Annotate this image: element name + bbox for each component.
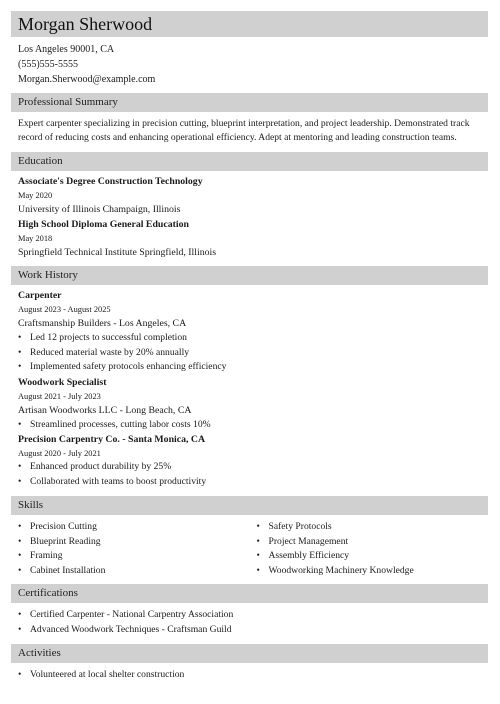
contact-address: Los Angeles 90001, CA	[18, 44, 115, 55]
list-item: • Project Management	[257, 535, 489, 550]
list-item: • Led 12 projects to successful completion	[18, 331, 488, 346]
contact-phone: (555)555-5555	[18, 59, 78, 70]
skills-column-left	[11, 520, 250, 578]
list-item: • Volunteered at local shelter construction	[18, 668, 488, 683]
education-entry	[11, 218, 488, 260]
work-heading: Work History	[11, 266, 488, 285]
job-date: August 2023 - August 2025	[18, 305, 111, 314]
job-date: August 2020 - July 2021	[18, 449, 101, 458]
job-bullets	[11, 418, 488, 433]
job-title: Precision Carpentry Co. - Santa Monica, CA	[18, 434, 206, 445]
education-entry	[11, 175, 488, 217]
list-item: • Advanced Woodwork Techniques - Craftsman Guild	[18, 623, 488, 638]
list-item: • Blueprint Reading	[18, 535, 250, 550]
list-item: • Reduced material waste by 20% annually	[18, 346, 488, 361]
list-item: • Enhanced product durability by 25%	[18, 460, 488, 475]
job-bullets	[11, 460, 488, 489]
contact-block	[18, 42, 488, 87]
degree-title: High School Diploma General Education	[18, 219, 189, 230]
job-date: August 2021 - July 2023	[18, 391, 101, 401]
job-company: Craftsmanship Builders - Los Angeles, CA	[18, 318, 187, 329]
resume-page	[11, 11, 488, 683]
list-item: • Assembly Efficiency	[257, 549, 489, 564]
list-item: • Streamlined processes, cutting labor costs 10%	[18, 418, 488, 433]
list-item: • Implemented safety protocols enhancing efficiency	[18, 360, 488, 375]
skills-column-right	[250, 520, 489, 578]
name-header: Morgan Sherwood	[11, 11, 488, 37]
list-item: • Woodworking Machinery Knowledge	[257, 564, 489, 579]
list-item: • Certified Carpenter - National Carpentry Association	[18, 608, 488, 623]
activities-list	[11, 668, 488, 683]
degree-date: May 2018	[18, 234, 53, 243]
degree-date: May 2020	[18, 191, 53, 200]
job-bullets	[11, 331, 488, 375]
job-title: Woodwork Specialist	[18, 376, 107, 388]
job-entry	[11, 433, 488, 489]
job-title: Carpenter	[18, 290, 62, 301]
skills-heading: Skills	[11, 496, 488, 515]
list-item: • Collaborated with teams to boost productivity	[18, 475, 488, 490]
contact-email: Morgan.Sherwood@example.com	[18, 74, 156, 85]
list-item: • Precision Cutting	[18, 520, 250, 535]
summary-text: Expert carpenter specializing in precision cutting, blueprint interpretation, and project leadership. Demonstrated track record of reducing costs and enhancing operational efficiency. Adept at mentoring and leading construction teams.	[18, 118, 470, 143]
job-entry	[11, 376, 488, 433]
list-item: • Framing	[18, 549, 250, 564]
job-entry	[11, 289, 488, 375]
certifications-heading: Certifications	[11, 584, 488, 603]
degree-school: University of Illinois Champaign, Illinois	[18, 204, 181, 215]
activities-heading: Activities	[11, 644, 488, 663]
job-company: Artisan Woodworks LLC - Long Beach, CA	[18, 404, 192, 416]
list-item: • Safety Protocols	[257, 520, 489, 535]
skills-list	[11, 520, 488, 578]
education-heading: Education	[11, 152, 488, 171]
degree-title: Associate's Degree Construction Technology	[18, 176, 203, 187]
certifications-list	[11, 608, 488, 637]
list-item: • Cabinet Installation	[18, 564, 250, 579]
degree-school: Springfield Technical Institute Springfield, Illinois	[18, 247, 217, 258]
summary-heading: Professional Summary	[11, 93, 488, 112]
